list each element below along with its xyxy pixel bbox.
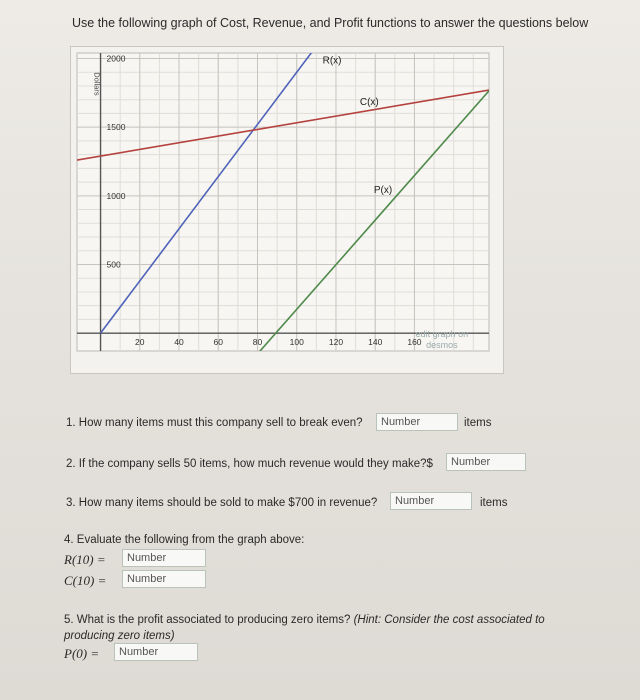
question-3-text: 3. How many items should be sold to make $700 in revenue? bbox=[66, 497, 378, 509]
r10-label: R(10) = bbox=[64, 552, 106, 567]
plot-area bbox=[77, 53, 489, 351]
question-1-text: 1. How many items must this company sell to break even? bbox=[66, 417, 363, 429]
desmos-badge-line1: edit graph on bbox=[415, 329, 469, 340]
x-tick-label: 100 bbox=[289, 337, 304, 348]
intro-text: Use the following graph of Cost, Revenue, and Profit functions to answer the questions below bbox=[72, 16, 589, 30]
question-2-text: 2. If the company sells 50 items, how much revenue would they make?$ bbox=[66, 458, 433, 470]
curve-label: C(x) bbox=[359, 97, 379, 109]
question-4-text: 4. Evaluate the following from the graph above: bbox=[64, 534, 305, 546]
x-tick-label: 140 bbox=[368, 337, 383, 348]
question-5-main: 5. What is the profit associated to producing zero items? bbox=[64, 614, 351, 626]
question-3-input[interactable]: Number bbox=[390, 492, 472, 510]
y-tick-label: 500 bbox=[106, 259, 121, 270]
curve-label: P(x) bbox=[373, 185, 393, 197]
x-tick-label: 40 bbox=[174, 337, 184, 348]
question-5-hint: (Hint: Consider the cost associated to producing zero items) bbox=[64, 614, 545, 642]
x-tick-label: 160 bbox=[407, 337, 422, 348]
y-tick-label: 1500 bbox=[106, 122, 126, 133]
question-1-unit: items bbox=[464, 417, 492, 429]
question-1-input[interactable]: Number bbox=[376, 413, 458, 431]
graph-panel bbox=[70, 46, 504, 374]
curve-label: R(x) bbox=[322, 55, 342, 67]
question-3-unit: items bbox=[480, 497, 508, 509]
p0-label: P(0) = bbox=[64, 646, 100, 661]
x-tick-label: 60 bbox=[213, 337, 223, 348]
x-tick-label: 80 bbox=[252, 337, 263, 348]
question-2-input[interactable]: Number bbox=[446, 453, 526, 471]
y-tick-label: 2000 bbox=[106, 53, 126, 64]
r10-input[interactable]: Number bbox=[122, 549, 206, 567]
c10-label: C(10) = bbox=[64, 573, 107, 588]
y-axis-label: Dollars bbox=[92, 72, 102, 96]
x-tick-label: 20 bbox=[135, 337, 145, 348]
y-tick-label: 1000 bbox=[106, 190, 126, 201]
desmos-badge-line2: desmos bbox=[426, 340, 458, 351]
question-5-text bbox=[64, 612, 584, 644]
x-tick-label: 120 bbox=[328, 337, 344, 348]
c10-input[interactable]: Number bbox=[122, 570, 206, 588]
cost-revenue-profit-chart bbox=[71, 47, 503, 373]
p0-input[interactable]: Number bbox=[114, 643, 198, 661]
